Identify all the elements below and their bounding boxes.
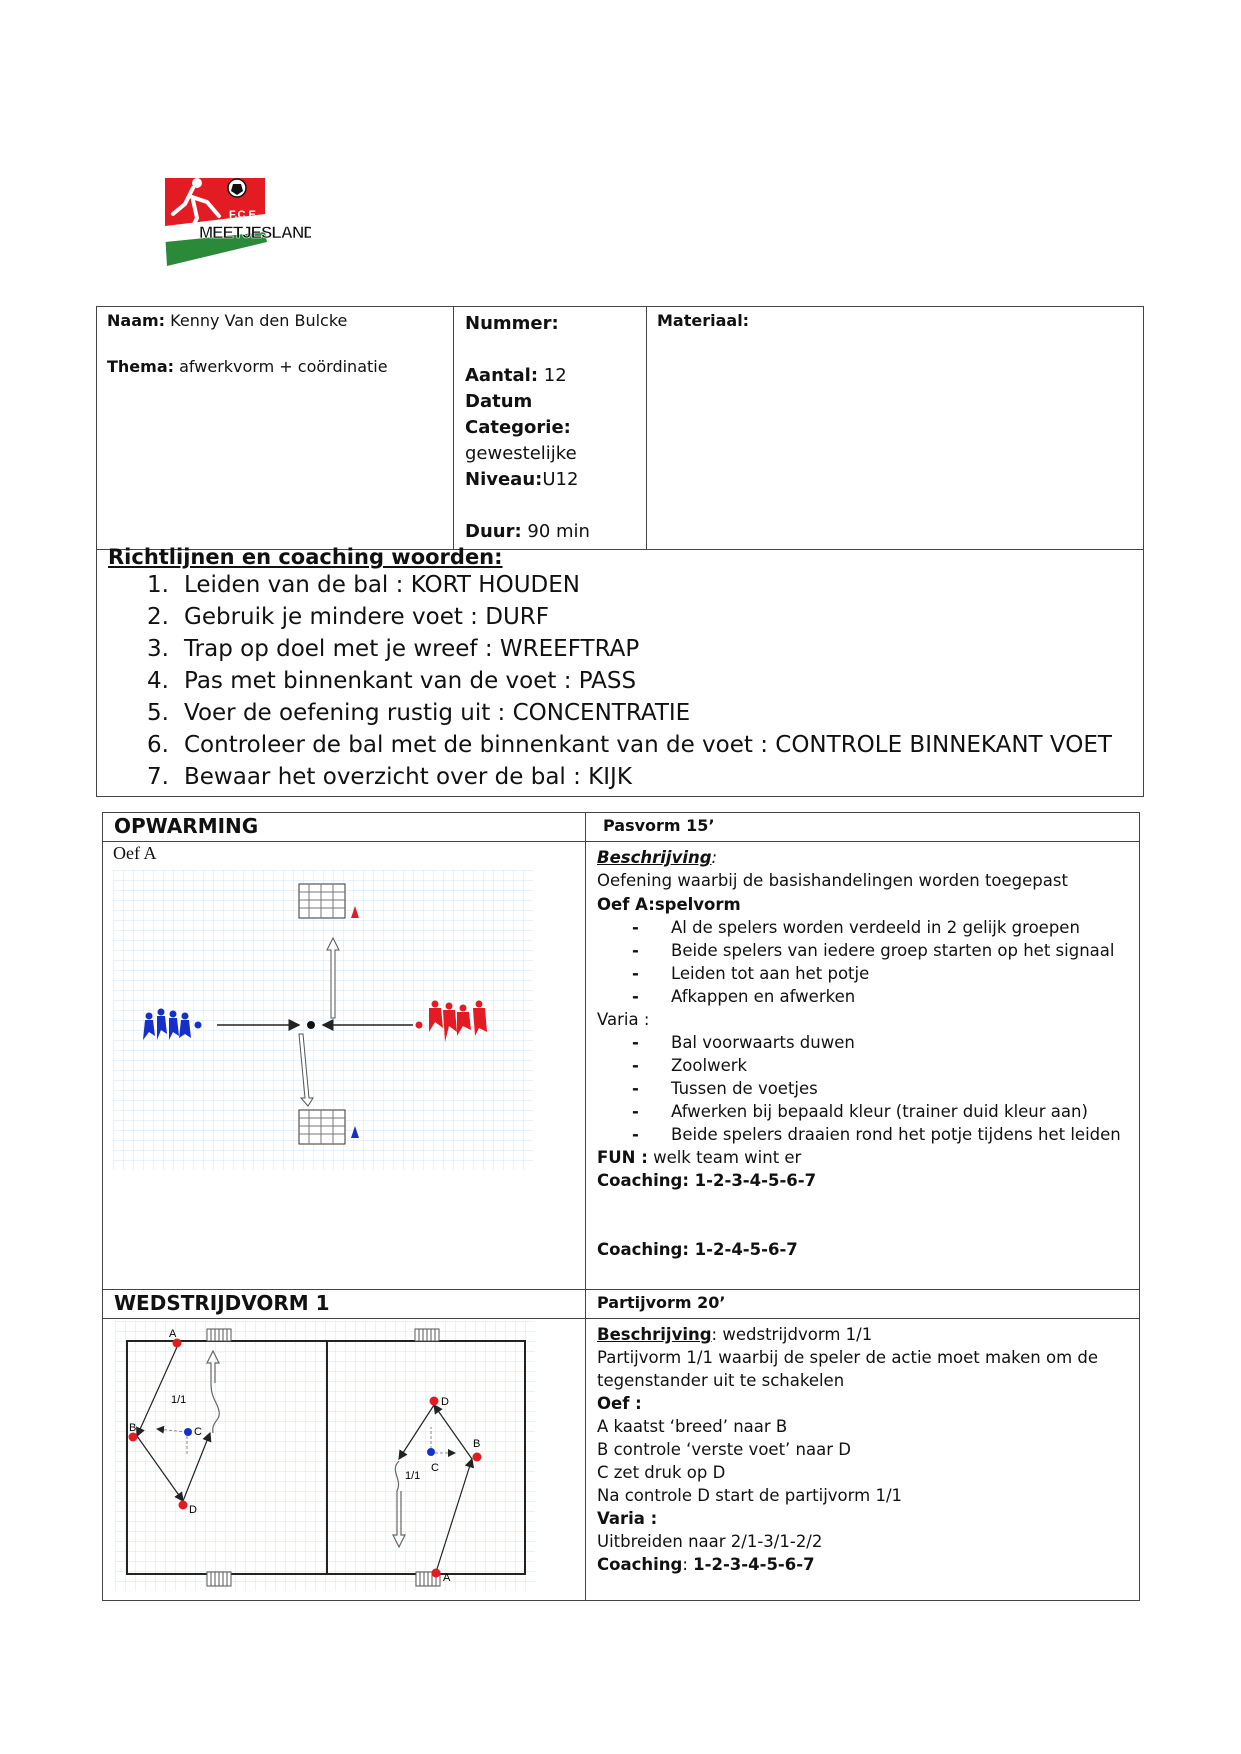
guidelines-title: Richtlijnen en coaching woorden: [108,545,503,569]
match-description-cell: Beschrijving: wedstrijdvorm 1/1 Partijvorm 1/1 waarbij de speler de actie moet maken om de tegenstander uit te schakelen Oef : A kaatst ‘breed’ naar B B controle ‘verste voet’ naar D C zet druk op D Na controle D start de partijvorm 1/1 Varia : Uitbreiden naar 2/1-3/1-2/2 Coaching: 1-2-3-4-5-6-7 [586,1319,1140,1601]
meta-cell [454,307,647,550]
session-header-table [96,306,1144,550]
goal [207,1572,231,1586]
materiaal-cell [647,307,1144,550]
oef-label: Oef A:spelvorm [597,895,741,914]
label-a-right: A [443,1572,451,1584]
nummer-label: Nummer: [465,313,559,334]
coaching-1: Coaching: 1-2-3-4-5-6-7 [597,1171,817,1190]
aantal-value: 12 [543,365,567,386]
coaching-guidelines [96,543,1144,797]
exercises-table [102,812,1140,1601]
label-d-right: D [441,1396,449,1408]
oef-item: - Leiden tot aan het potje [632,964,870,983]
varia-item: - Zoolwerk [632,1056,748,1075]
club-logo [163,174,311,266]
match-oef-line: Na controle D start de partijvorm 1/1 [597,1486,903,1505]
niveau-label: Niveau: [465,469,543,490]
match-oef-line: C zet druk op D [597,1463,726,1482]
label-d: D [189,1504,197,1516]
match-oef-line: B controle ‘verste voet’ naar D [597,1440,851,1459]
label-1v1: 1/1 [171,1394,187,1406]
warmup-section-title: OPWARMING [103,813,586,842]
goal [207,1329,231,1341]
fun-text: welk team wint er [653,1148,802,1167]
label-a: A [169,1328,177,1340]
warmup-description-cell: Beschrijving: Oefening waarbij de basishandelingen worden toegepast Oef A:spelvorm - Al de spelers worden verdeeld in 2 gelijk groepen - Beide spelers van iedere groep starten op het signaal - Leiden tot aan het potje - Afkappen en afwerken Varia : - Bal voorwaarts duwen - Zoolwerk - Tussen de voetjes - Afwerken bij bepaald kleur (trainer duid kleur aan) - Beide spelers draaien rond het potje tijdens het leiden FUN : welk team wint er Coaching: 1-2-3-4-5-6-7 Coaching: 1-2-4-5-6-7 [586,842,1140,1290]
guideline-item: 1. Leiden van de bal : KORT HOUDEN [147,572,580,598]
aantal-label: Aantal: [465,365,539,386]
guideline-item: 5. Voer de oefening rustig uit : CONCENTRATIE [147,700,691,726]
match-desc-rest: : wedstrijdvorm 1/1 [711,1325,873,1344]
duur-label: Duur: [465,521,522,542]
logo-line2: MEETJESLAND [199,223,311,242]
guideline-item: 7. Bewaar het overzicht over de bal : KIJK [147,764,632,790]
warmup-subtitle: Pasvorm 15’ [586,813,1140,842]
match-coaching-value: 1-2-3-4-5-6-7 [693,1555,815,1574]
warmup-figure-cell [103,842,586,1290]
fun-label: FUN : [597,1148,648,1167]
goal [415,1329,439,1341]
varia-item: - Beide spelers draaien rond het potje tijdens het leiden [632,1125,1121,1144]
duur-value: 90 min [527,521,590,542]
varia-item: - Afwerken bij bepaald kleur (trainer duid kleur aan) [632,1102,1088,1121]
match-section-title: WEDSTRIJDVORM 1 [103,1290,586,1319]
match-coaching-label: Coaching [597,1555,683,1574]
figure-label: Oef A [113,843,157,863]
datum-label: Datum [465,391,533,412]
match-diagram [115,1321,535,1591]
match-oef-line: A kaatst ‘breed’ naar B [597,1417,788,1436]
label-1v1-right: 1/1 [405,1470,421,1482]
theme-value: afwerkvorm + coördinatie [179,357,388,376]
oef-item: - Afkappen en afwerken [632,987,856,1006]
goal-bottom [299,1110,345,1144]
niveau-value: U12 [542,469,579,490]
trainer-cell [97,307,454,550]
thema-label: Thema: [107,357,175,376]
label-c: C [194,1426,202,1438]
guideline-item: 4. Pas met binnenkant van de voet : PASS [147,668,637,694]
oef-item: - Al de spelers worden verdeeld in 2 gelijk groepen [632,918,1080,937]
categorie-value: gewestelijke [465,443,577,464]
materiaal-label: Materiaal: [657,311,750,330]
match-subtitle: Partijvorm 20’ [586,1290,1140,1319]
match-desc-text: Partijvorm 1/1 waarbij de speler de actie moet maken om de tegenstander uit te schakelen [597,1348,1099,1390]
goal-top [299,884,345,918]
coaching-2: Coaching: 1-2-4-5-6-7 [597,1240,798,1259]
guideline-item: 3. Trap op doel met je wreef : WREEFTRAP [147,636,640,662]
guideline-item: 2. Gebruik je mindere voet : DURF [147,604,549,630]
match-figure-cell [103,1319,586,1601]
naam-label: Naam: [107,311,166,330]
categorie-label: Categorie: [465,417,571,438]
logo-line1: F.C.E. [229,209,259,221]
desc-text: Oefening waarbij de basishandelingen worden toegepast [597,871,1068,890]
oef-item: - Beide spelers van iedere groep starten op het signaal [632,941,1115,960]
trainer-name: Kenny Van den Bulcke [170,311,348,330]
match-oef-label: Oef : [597,1394,642,1413]
warmup-diagram [113,870,533,1170]
label-b: B [129,1422,137,1434]
match-varia-label: Varia : [597,1509,658,1528]
varia-item: - Tussen de voetjes [632,1079,818,1098]
varia-label: Varia : [597,1010,650,1029]
match-varia-text: Uitbreiden naar 2/1-3/1-2/2 [597,1532,823,1551]
label-c-right: C [431,1462,439,1474]
desc-label: Beschrijving [597,848,712,867]
guidelines-list [97,569,1143,793]
varia-item: - Bal voorwaarts duwen [632,1033,855,1052]
guideline-item: 6. Controleer de bal met de binnenkant van de voet : CONTROLE BINNEKANT VOET [147,732,1112,758]
label-b-right: B [473,1438,481,1450]
match-desc-label: Beschrijving [597,1325,712,1344]
